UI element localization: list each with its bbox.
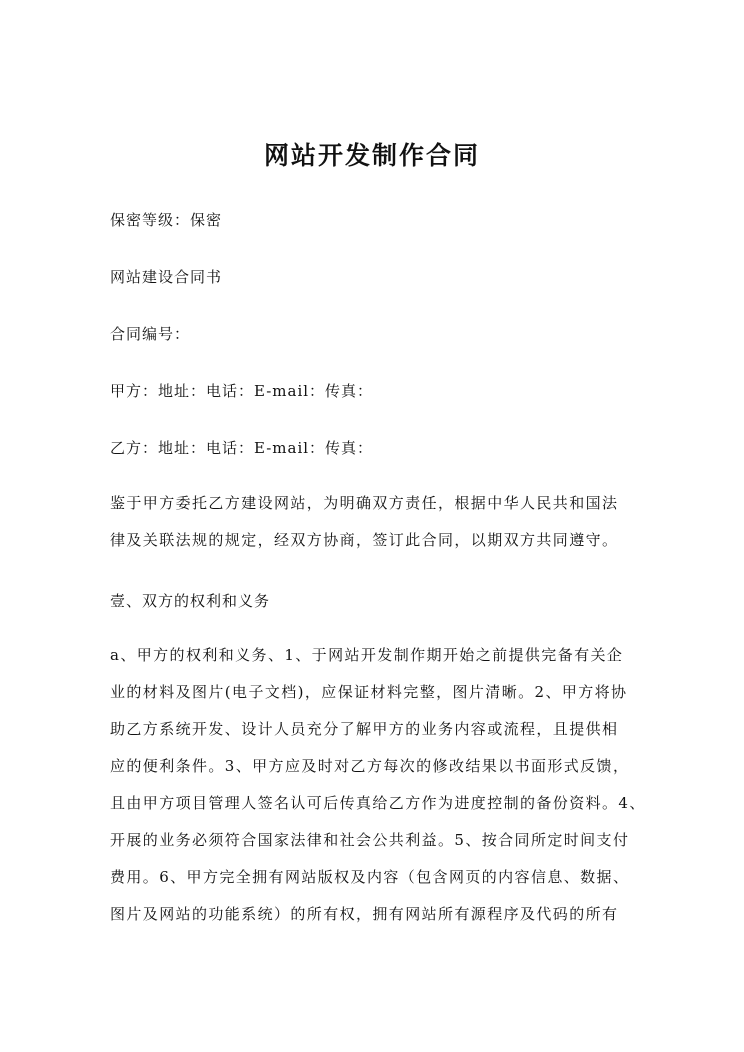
section-one-heading: 壹、双方的权利和义务 bbox=[110, 592, 271, 610]
paragraph-line: 开展的业务必须符合国家法律和社会公共利益。5、按合同所定时间支付 bbox=[110, 831, 630, 849]
contract-number-line: 合同编号： bbox=[110, 325, 191, 343]
document-title: 网站开发制作合同 bbox=[263, 141, 480, 170]
paragraph-line: 应的便利条件。3、甲方应及时对乙方每次的修改结果以书面形式反馈， bbox=[110, 757, 630, 775]
party-a-line: 甲方：地址：电话：E-mail：传真： bbox=[110, 382, 374, 400]
section-one-paragraph bbox=[110, 637, 646, 933]
book-title-line: 网站建设合同书 bbox=[110, 268, 223, 286]
paragraph-line: 费用。6、甲方完全拥有网站版权及内容（包含网页的内容信息、数据、 bbox=[110, 868, 630, 886]
paragraph-line: 律及关联法规的规定，经双方协商，签订此合同，以期双方共同遵守。 bbox=[110, 531, 619, 549]
paragraph-line: 图片及网站的功能系统）的所有权，拥有网站所有源程序及代码的所有 bbox=[110, 905, 619, 923]
paragraph-line: 业的材料及图片(电子文档)，应保证材料完整，图片清晰。2、甲方将协 bbox=[110, 683, 628, 701]
paragraph-line: 鉴于甲方委托乙方建设网站，为明确双方责任，根据中华人民共和国法 bbox=[110, 494, 619, 512]
security-level-line: 保密等级：保密 bbox=[110, 211, 223, 229]
paragraph-line: 且由甲方项目管理人签名认可后传真给乙方作为进度控制的备份资料。4、 bbox=[110, 794, 646, 812]
paragraph-line: a、甲方的权利和义务、1、于网站开发制作期开始之前提供完备有关企 bbox=[110, 646, 624, 664]
paragraph-line: 助乙方系统开发、设计人员充分了解甲方的业务内容或流程，且提供相 bbox=[110, 720, 619, 738]
party-b-line: 乙方：地址：电话：E-mail：传真： bbox=[110, 439, 374, 457]
preamble-paragraph bbox=[110, 485, 638, 559]
